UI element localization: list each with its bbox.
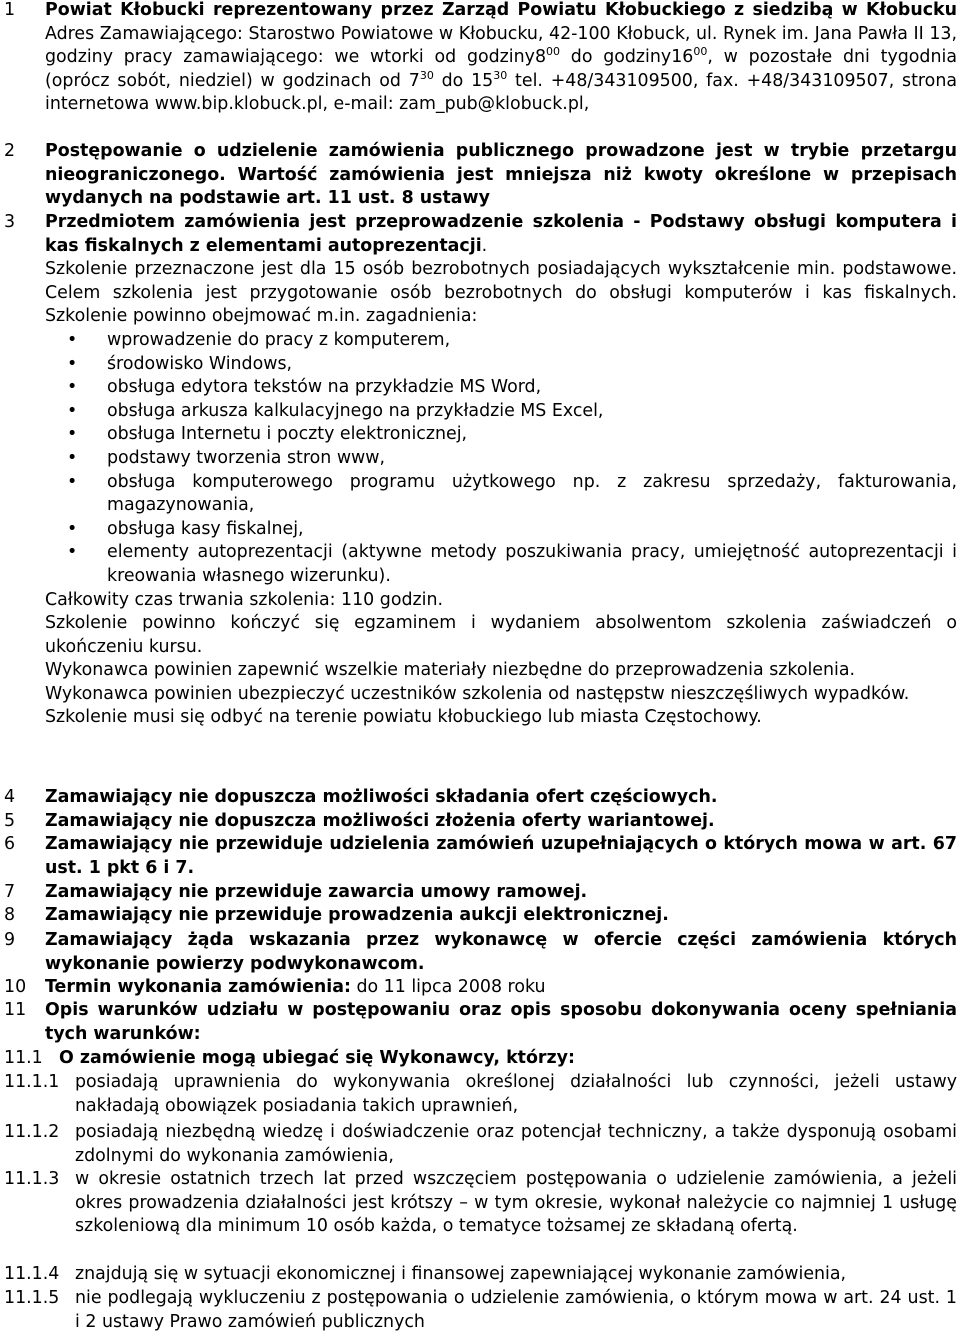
section-body: Zamawiający nie przewiduje zawarcia umowy ramowej.: [45, 882, 588, 902]
section-number: 10: [4, 977, 27, 997]
paragraph: Wykonawca powinien zapewnić wszelkie materiały niezbędne do przeprowadzenia szkolenia.: [45, 660, 856, 681]
list-item: • obsługa edytora tekstów na przykładzie MS Word,: [45, 376, 957, 400]
section-number: 8: [4, 905, 16, 925]
order-subject: Przedmiotem zamówienia jest przeprowadzenie szkolenia - Podstawy obsługi komputera i kas fiskalnych z elementami autoprezentacji: [45, 212, 957, 256]
section-body: posiadają niezbędną wiedzę i doświadczenie oraz potencjał techniczny, a także dysponują osobami zdolnymi do wykonania zamówienia,: [75, 1122, 957, 1166]
section-number: 11: [4, 1000, 27, 1020]
section-body: Zamawiający nie przewiduje udzielenia zamówień uzupełniających o których mowa w art. 67 ust. 1 pkt 6 i 7.: [45, 834, 957, 878]
section-body: O zamówienie mogą ubiegać się Wykonawcy, którzy:: [59, 1048, 575, 1068]
section-number: 11.1.1: [4, 1072, 60, 1092]
paragraph: Wykonawca powinien ubezpieczyć uczestników szkolenia od następstw nieszczęśliwych wypadków.: [45, 683, 910, 704]
section-body: nie podlegają wykluczeniu z postępowania o udzielenie zamówienia, o którym mowa w art. 24 ust. 1 i 2 ustawy Prawo zamówień publicznych: [75, 1288, 957, 1332]
section-number: 2: [4, 141, 16, 161]
list-item: • obsługa Internetu i poczty elektronicznej,: [45, 423, 957, 447]
section-body: Zamawiający żąda wskazania przez wykonawcę w ofercie części zamówienia których wykonanie powierzy podwykonawcom.: [45, 930, 957, 974]
section-number: 9: [4, 930, 16, 950]
section-body: Termin wykonania zamówienia: do 11 lipca 2008 roku: [45, 977, 546, 997]
section-body: Przedmiotem zamówienia jest przeprowadzenie szkolenia - Podstawy obsługi komputera i kas fiskalnych z elementami autoprezentacji. Szkolenie przeznaczone jest dla 15 osób bezrobotnych posiadających wykształcenie min. podstawowe. Celem szkolenia jest przygotowanie osób bezrobotnych do obsługi komputerów i kas fiskalnych. Szkolenie powinno obejmować m.in. zagadnienia: • wprowadzenie do pracy z komputerem, • środowisko Windows, • obsługa edytora tekstów na przykładzie MS Word, • obsługa arkusza kalkulacyjnego na przykładzie MS Excel, • obsługa Internetu i poczty elektronicznej, • podstawy tworzenia stron www, • obsługa komputerowego programu użytkowego np. z zakresu sprzedaży, fakturowania, magazynowania, • obsługa kasy fiskalnej, • elementy autoprezentacji (aktywne metody poszukiwania pracy, umiejętność autoprezentacji i kreowania własnego wizerunku). Całkowity czas trwania szkolenia: 110 godzin. Szkolenie powinno kończyć się egzaminem i wydaniem absolwentom szkolenia zaświadczeń o ukończeniu kursu. Wykonawca powinien zapewnić wszelkie materiały niezbędne do przeprowadzenia szkolenia. Wykonawca powinien ubezpieczyć uczestników szkolenia od następstw nieszczęśliwych wypadków. Szkolenie musi się odbyć na terenie powiatu kłobuckiego lub miasta Częstochowy.: [45, 211, 957, 730]
list-item: • obsługa komputerowego programu użytkowego np. z zakresu sprzedaży, fakturowania, magazynowania,: [45, 471, 957, 518]
section-number: 11.1.5: [4, 1288, 60, 1308]
list-item: • podstawy tworzenia stron www,: [45, 447, 957, 471]
section-body: Opis warunków udziału w postępowaniu oraz opis sposobu dokonywania oceny spełniania tych warunków:: [45, 1000, 957, 1044]
paragraph: Szkolenie powinno kończyć się egzaminem i wydaniem absolwentom szkolenia zaświadczeń o ukończeniu kursu.: [45, 613, 957, 657]
paragraph: Szkolenie przeznaczone jest dla 15 osób bezrobotnych posiadających wykształcenie min. podstawowe. Celem szkolenia jest przygotowanie osób bezrobotnych do obsługi komputerów i kas fiskalnych. Szkolenie powinno obejmować m.in. zagadnienia:: [45, 259, 957, 327]
section-body: Zamawiający nie dopuszcza możliwości składania ofert częściowych.: [45, 787, 718, 807]
list-item: • obsługa kasy fiskalnej,: [45, 518, 957, 542]
section-number: 11.1.4: [4, 1264, 60, 1284]
list-item: • środowisko Windows,: [45, 353, 957, 377]
section-number: 11.1.3: [4, 1169, 60, 1189]
section-body: znajdują się w sytuacji ekonomicznej i finansowej zapewniającej wykonanie zamówienia,: [75, 1264, 847, 1284]
section-body: Postępowanie o udzielenie zamówienia publicznego prowadzone jest w trybie przetargu nieograniczonego. Wartość zamówienia jest mniejsza niż kwoty określone w przepisach wydanych na podstawie art. 11 ust. 8 ustawy: [45, 141, 957, 209]
section-body: Zamawiający nie dopuszcza możliwości złożenia oferty wariantowej.: [45, 811, 715, 831]
section-number: 11.1: [4, 1048, 43, 1068]
contracting-authority: Powiat Kłobucki reprezentowany przez Zarząd Powiatu Kłobuckiego z siedzibą w Kłobucku: [45, 0, 957, 20]
paragraph: Szkolenie musi się odbyć na terenie powiatu kłobuckiego lub miasta Częstochowy.: [45, 707, 762, 728]
paragraph: Całkowity czas trwania szkolenia: 110 godzin.: [45, 589, 444, 610]
section-body: Powiat Kłobucki reprezentowany przez Zarząd Powiatu Kłobuckiego z siedzibą w Kłobucku Adres Zamawiającego: Starostwo Powiatowe w Kłobucku, 42-100 Kłobuck, ul. Rynek im. Jana Pawła II 13, godziny pracy zamawiającego: we wtorki od $godziny8^{00}$ do $godziny16^{00}$, w pozostałe dni tygodnia (oprócz sobót, niedziel) w godzinach od $7^{30}$ do $15^{30}$ tel. +48/343109500, fax. +48/343109507, strona internetowa www.bip.klobuck.pl, e-mail: zam_pub@klobuck.pl,: [45, 0, 958, 115]
topics-list: [45, 329, 957, 589]
list-item: • elementy autoprezentacji (aktywne metody poszukiwania pracy, umiejętność autoprezentacji i kreowania własnego wizerunku).: [45, 541, 957, 588]
section-number: 3: [4, 212, 16, 232]
section-number: 6: [4, 834, 16, 854]
contact-details: tel. +48/343109500, fax. +48/343109507, strona internetowa www.bip.klobuck.pl, e-mail: zam_pub@klobuck.pl,: [45, 70, 958, 115]
section-number: 5: [4, 811, 16, 831]
list-item: • obsługa arkusza kalkulacyjnego na przykładzie MS Excel,: [45, 400, 957, 424]
section-number: 11.1.2: [4, 1122, 60, 1142]
section-body: Zamawiający nie przewiduje prowadzenia aukcji elektronicznej.: [45, 905, 669, 925]
section-number: 7: [4, 882, 16, 902]
list-item: • wprowadzenie do pracy z komputerem,: [45, 329, 957, 353]
section-body: w okresie ostatnich trzech lat przed wszczęciem postępowania o udzielenie zamówienia, a jeżeli okres prowadzenia działalności jest krótszy – w tym okresie, wykonał należycie co najmniej 1 usługę szkoleniową dla minimum 10 osób każda, o tematyce tożsamej ze składaną ofertą.: [75, 1169, 957, 1237]
section-number: 4: [4, 787, 16, 807]
section-body: posiadają uprawnienia do wykonywania określonej działalności lub czynności, jeżeli ustawy nakładają obowiązek posiadania takich uprawnień,: [75, 1072, 957, 1116]
deadline: do 11 lipca 2008 roku: [350, 977, 546, 997]
section-number: 1: [4, 0, 16, 20]
